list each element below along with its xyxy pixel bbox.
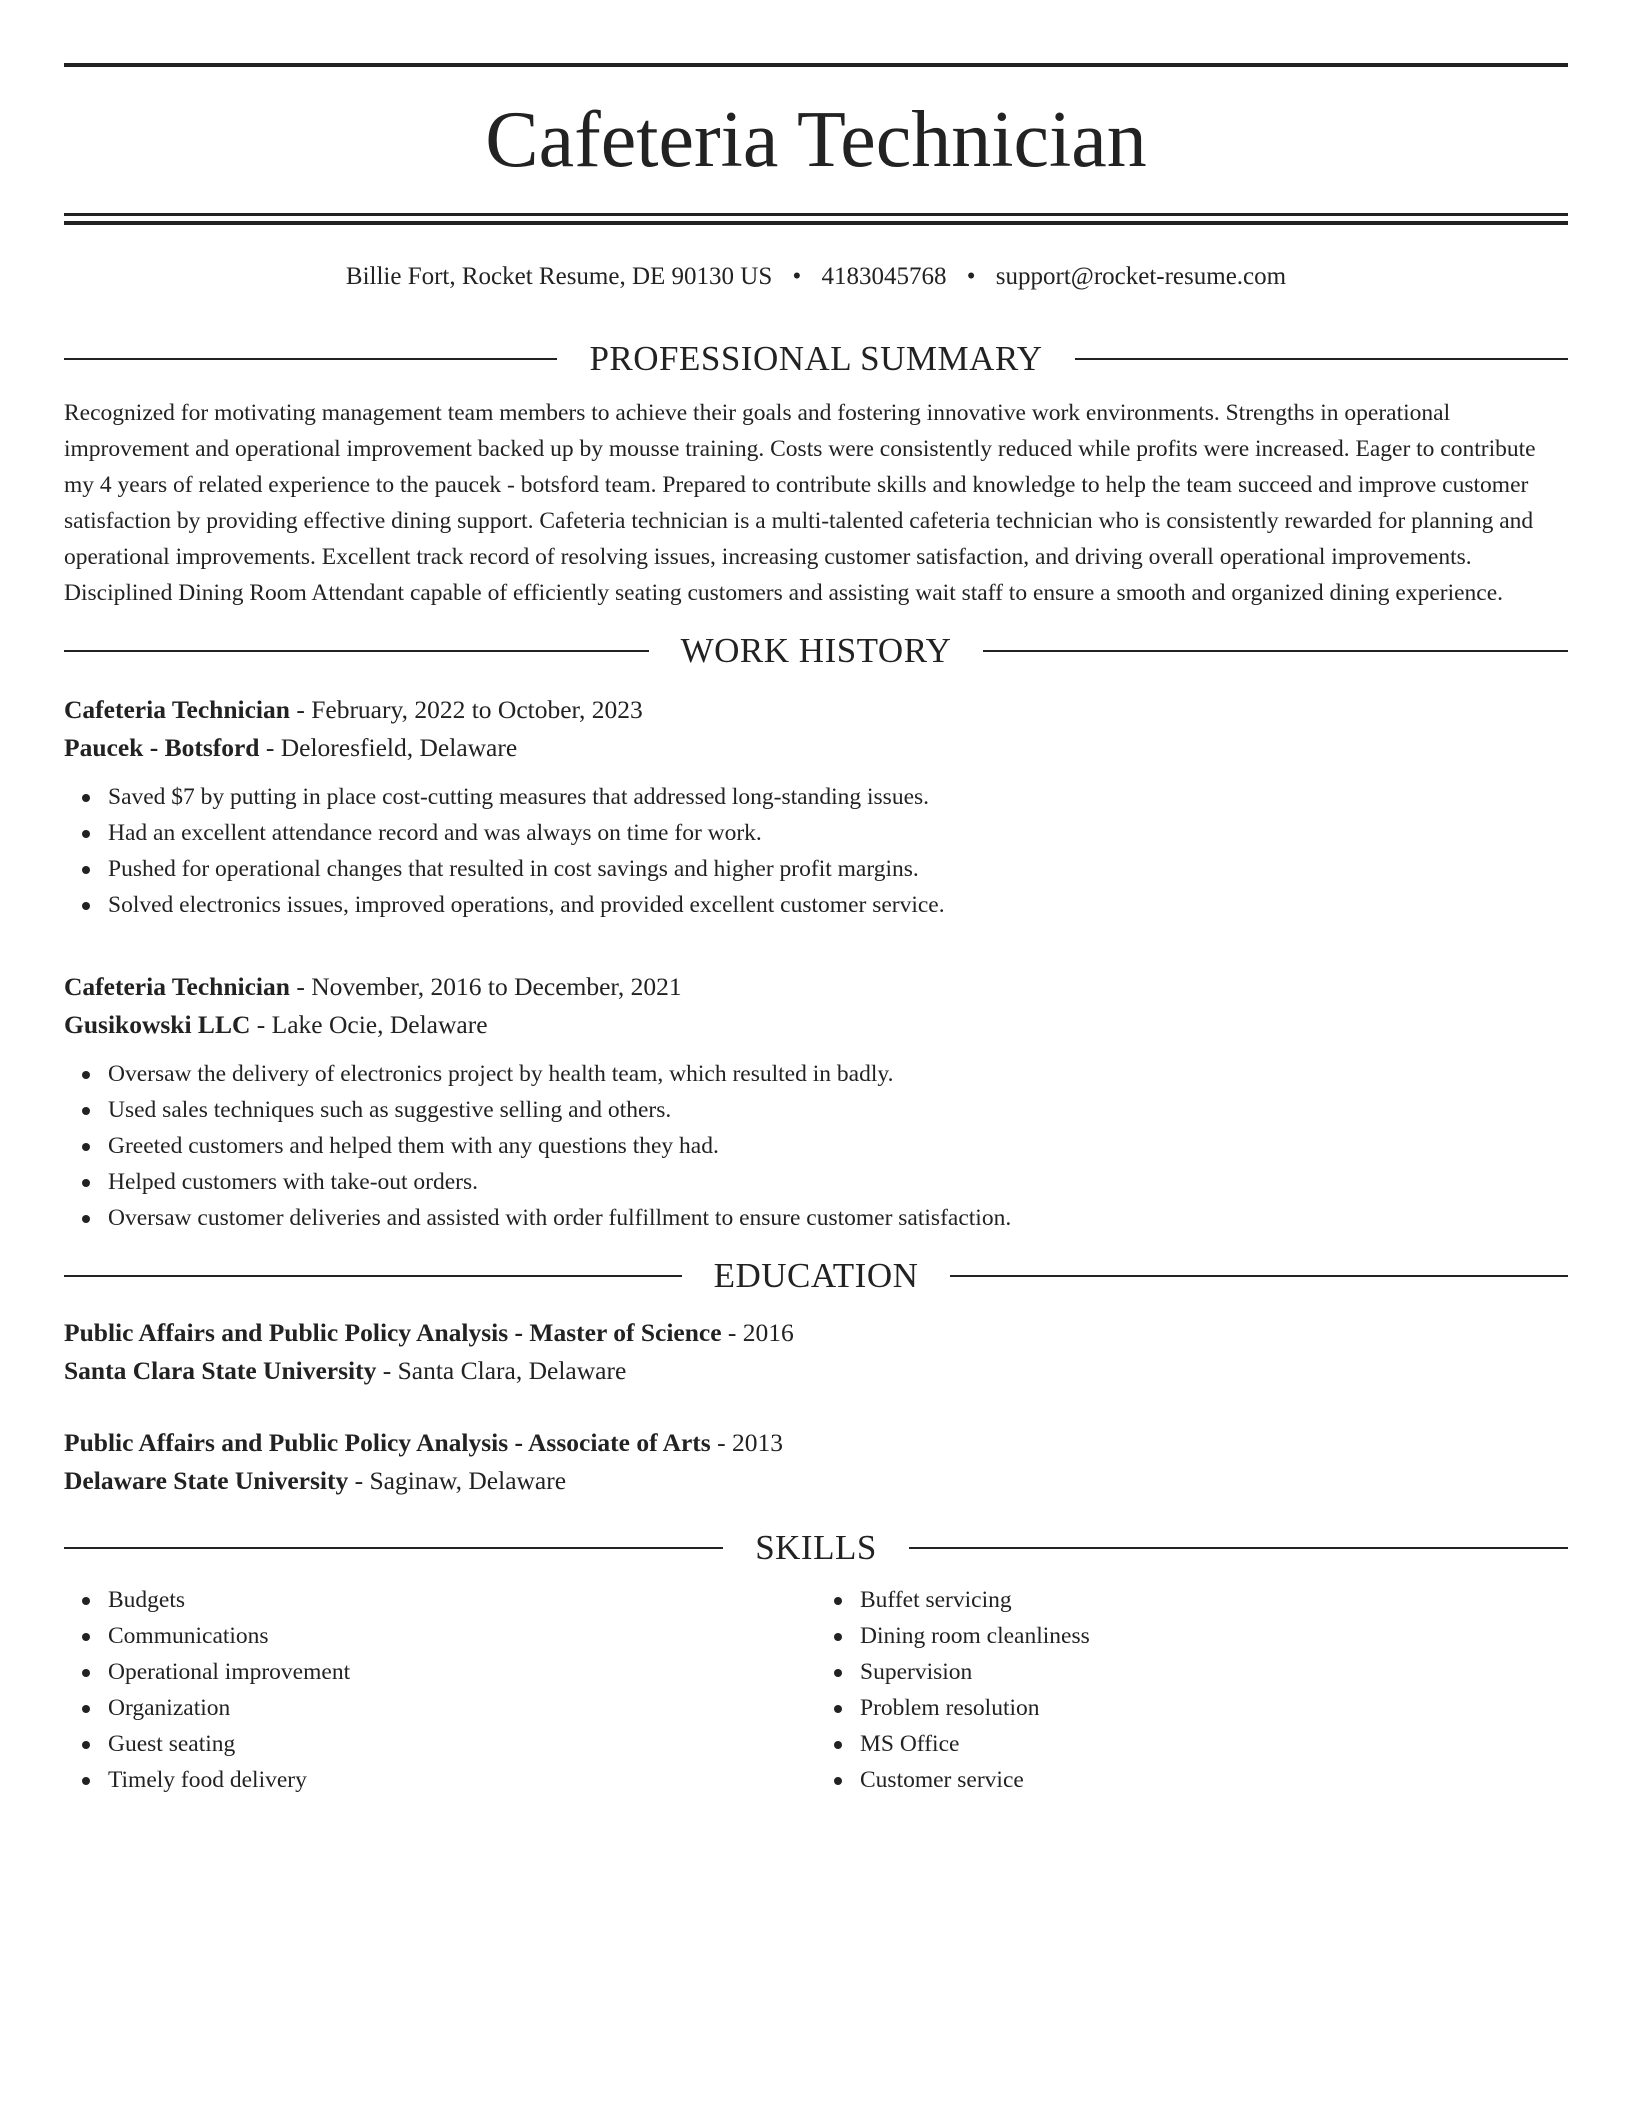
contact-address: Billie Fort, Rocket Resume, DE 90130 US	[345, 263, 773, 290]
skill-item: Organization	[108, 1690, 816, 1726]
divider-line	[1075, 358, 1568, 360]
work-entry	[64, 691, 1568, 923]
skill-item: Timely food delivery	[108, 1762, 816, 1798]
divider-line	[64, 358, 557, 360]
school-line	[64, 1352, 1568, 1390]
degree-name: Public Affairs and Public Policy Analysis - Associate of Arts	[64, 1428, 711, 1457]
education-entry	[64, 1424, 1568, 1500]
contact-line	[64, 259, 1568, 295]
contact-separator: •	[966, 263, 976, 290]
list-item: Helped customers with take-out orders.	[108, 1164, 1568, 1200]
section-heading-skills	[64, 1526, 1568, 1570]
list-item: Oversaw customer deliveries and assisted with order fulfillment to ensure customer satisfaction.	[108, 1200, 1568, 1236]
school-name: Delaware State University	[64, 1466, 349, 1495]
skill-item: Customer service	[860, 1762, 1568, 1798]
divider-line	[64, 650, 649, 652]
list-item: Saved $7 by putting in place cost-cutting measures that addressed long-standing issues.	[108, 779, 1568, 815]
school-line	[64, 1462, 1568, 1500]
section-title: EDUCATION	[713, 1256, 919, 1295]
job-title: Cafeteria Technician	[64, 695, 290, 724]
section-heading-summary	[64, 337, 1568, 381]
list-item: Had an excellent attendance record and was always on time for work.	[108, 815, 1568, 851]
skill-item: Communications	[108, 1618, 816, 1654]
skill-item: Problem resolution	[860, 1690, 1568, 1726]
list-item: Greeted customers and helped them with any questions they had.	[108, 1128, 1568, 1164]
job-title: Cafeteria Technician	[64, 972, 290, 1001]
skills-list-right	[816, 1582, 1568, 1798]
skill-item: Guest seating	[108, 1726, 816, 1762]
divider-line	[64, 1275, 682, 1277]
degree-line	[64, 1314, 1568, 1352]
list-item: Used sales techniques such as suggestive selling and others.	[108, 1092, 1568, 1128]
skill-item: Buffet servicing	[860, 1582, 1568, 1618]
job-dates: - November, 2016 to December, 2021	[289, 972, 682, 1001]
skills-list-left	[64, 1582, 816, 1798]
divider-line	[983, 650, 1568, 652]
section-heading-work	[64, 629, 1568, 673]
job-location: - Deloresfield, Delaware	[259, 733, 518, 762]
job-title-line	[64, 691, 1568, 729]
school-name: Santa Clara State University	[64, 1356, 377, 1385]
school-location: - Saginaw, Delaware	[348, 1466, 567, 1495]
job-location: - Lake Ocie, Delaware	[250, 1010, 488, 1039]
section-title: WORK HISTORY	[680, 631, 952, 670]
header-top-rule	[64, 63, 1568, 67]
degree-year: - 2016	[721, 1318, 794, 1347]
divider-line	[64, 1547, 723, 1549]
job-company: Paucek - Botsford	[64, 733, 260, 762]
list-item: Solved electronics issues, improved operations, and provided excellent customer service.	[108, 887, 1568, 923]
contact-phone: 4183045768	[821, 263, 947, 290]
job-dates: - February, 2022 to October, 2023	[289, 695, 643, 724]
skill-item: Budgets	[108, 1582, 816, 1618]
section-title: SKILLS	[755, 1528, 877, 1567]
degree-year: - 2013	[710, 1428, 783, 1457]
skill-item: Dining room cleanliness	[860, 1618, 1568, 1654]
degree-line	[64, 1424, 1568, 1462]
work-entry	[64, 968, 1568, 1236]
list-item: Oversaw the delivery of electronics project by health team, which resulted in badly.	[108, 1056, 1568, 1092]
divider-line	[909, 1547, 1568, 1549]
degree-name: Public Affairs and Public Policy Analysis - Master of Science	[64, 1318, 722, 1347]
resume-page	[64, 63, 1568, 1798]
skill-item: Operational improvement	[108, 1654, 816, 1690]
job-bullets	[64, 779, 1568, 923]
skills-columns	[64, 1582, 1568, 1798]
resume-name: Cafeteria Technician	[485, 96, 1147, 184]
section-heading-education	[64, 1254, 1568, 1298]
divider-line	[950, 1275, 1568, 1277]
header-bottom-rule	[64, 213, 1568, 225]
skill-item: MS Office	[860, 1726, 1568, 1762]
education-entry	[64, 1314, 1568, 1390]
summary-text: Recognized for motivating management team members to achieve their goals and fostering innovative work environments. Strengths in operational improvement and operational improvement backed up by mousse training. Costs were consistently reduced while profits were increased. Eager to contribute my 4 years of related experience to the paucek - botsford team. Prepared to contribute skills and knowledge to help the team succeed and improve customer satisfaction by providing effective dining support. Cafeteria technician is a multi-talented cafeteria technician who is consistently rewarded for planning and operational improvements. Excellent track record of resolving issues, increasing customer satisfaction, and driving overall operational improvements. Disciplined Dining Room Attendant capable of efficiently seating customers and assisting wait staff to ensure a smooth and organized dining experience.	[64, 400, 1536, 606]
skill-item: Supervision	[860, 1654, 1568, 1690]
job-company: Gusikowski LLC	[64, 1010, 251, 1039]
job-bullets	[64, 1056, 1568, 1236]
section-title: PROFESSIONAL SUMMARY	[589, 339, 1043, 378]
job-company-line	[64, 1006, 1568, 1044]
job-company-line	[64, 729, 1568, 767]
list-item: Pushed for operational changes that resulted in cost savings and higher profit margins.	[108, 851, 1568, 887]
school-location: - Santa Clara, Delaware	[376, 1356, 627, 1385]
contact-separator: •	[792, 263, 802, 290]
job-title-line	[64, 968, 1568, 1006]
contact-email: support@rocket-resume.com	[995, 263, 1287, 290]
